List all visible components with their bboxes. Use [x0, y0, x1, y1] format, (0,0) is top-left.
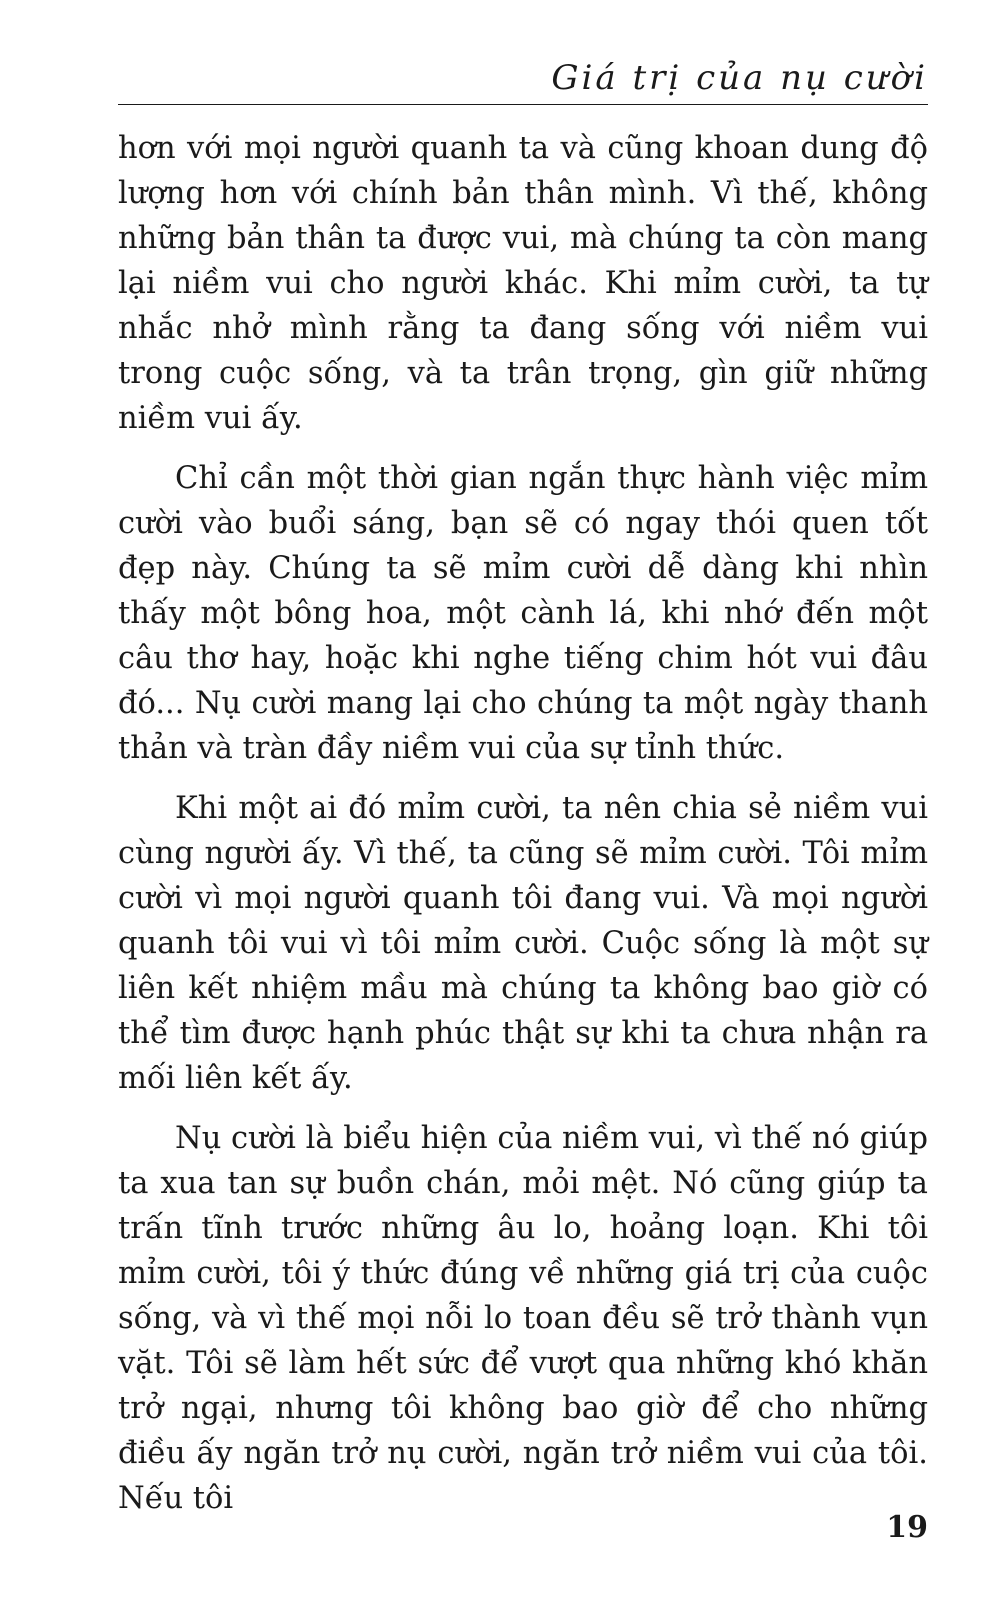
page-number: 19: [886, 1510, 928, 1545]
paragraph: Chỉ cần một thời gian ngắn thực hành việc mỉm cười vào buổi sáng, bạn sẽ có ngay thói quen tốt đẹp này. Chúng ta sẽ mỉm cười dễ dàng khi nhìn thấy một bông hoa, một cành lá, khi nhớ đến một câu thơ hay, hoặc khi nghe tiếng chim hót vui đâu đó... Nụ cười mang lại cho chúng ta một ngày thanh thản và tràn đầy niềm vui của sự tỉnh thức.: [118, 461, 928, 766]
paragraph-continued: hơn với mọi người quanh ta và cũng khoan dung độ lượng hơn với chính bản thân mình. Vì thế, không những bản thân ta được vui, mà chúng ta còn mang lại niềm vui cho người khác. Khi mỉm cười, ta tự nhắc nhở mình rằng ta đang sống với niềm vui trong cuộc sống, và ta trân trọng, gìn giữ những niềm vui ấy.: [118, 131, 928, 436]
running-title: Giá trị của nụ cười: [551, 58, 928, 98]
running-header: [118, 44, 928, 105]
paragraph: Khi một ai đó mỉm cười, ta nên chia sẻ niềm vui cùng người ấy. Vì thế, ta cũng sẽ mỉm cười. Tôi mỉm cười vì mọi người quanh tôi đang vui. Và mọi người quanh tôi vui vì tôi mỉm cười. Cuộc sống là một sự liên kết nhiệm mầu mà chúng ta không bao giờ có thể tìm được hạnh phúc thật sự khi ta chưa nhận ra mối liên kết ấy.: [118, 791, 928, 1096]
body-text: [118, 126, 928, 1536]
paragraph: Nụ cười là biểu hiện của niềm vui, vì thế nó giúp ta xua tan sự buồn chán, mỏi mệt. Nó cũng giúp ta trấn tĩnh trước những âu lo, hoảng loạn. Khi tôi mỉm cười, tôi ý thức đúng về những giá trị của cuộc sống, và vì thế mọi nỗi lo toan đều sẽ trở thành vụn vặt. Tôi sẽ làm hết sức để vượt qua những khó khăn trở ngại, nhưng tôi không bao giờ để cho những điều ấy ngăn trở nụ cười, ngăn trở niềm vui của tôi. Nếu tôi: [118, 1121, 928, 1516]
